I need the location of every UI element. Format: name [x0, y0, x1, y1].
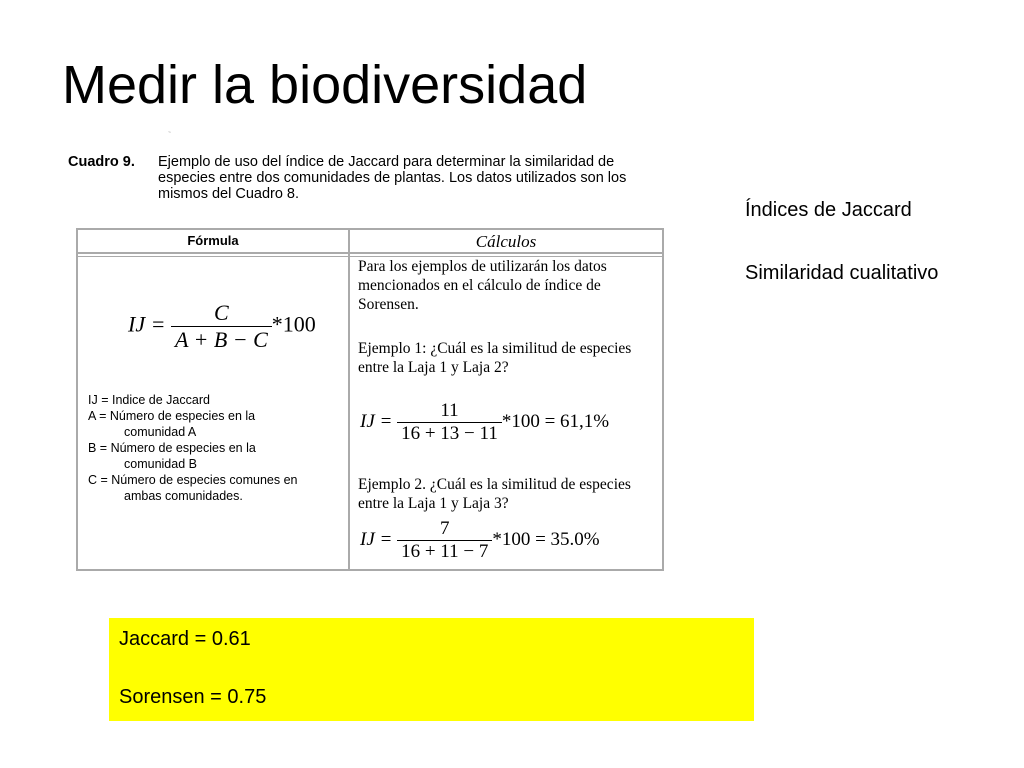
- legend-a-cont: comunidad A: [124, 425, 197, 439]
- example1-lhs: IJ =: [360, 410, 393, 432]
- header-rule: [78, 252, 662, 254]
- formula-denominator: A + B − C: [171, 326, 272, 353]
- formula-lhs: IJ =: [128, 311, 166, 337]
- example2-lhs: IJ =: [360, 528, 393, 550]
- calc-intro: Para los ejemplos de utilizarán los datos mencionados en el cálculo de índice de Sorensen.: [358, 258, 607, 313]
- example2-denominator: 16 + 11 − 7: [397, 540, 492, 563]
- example1-numerator: 11: [440, 400, 459, 421]
- legend-c-cont: ambas comunidades.: [124, 489, 243, 503]
- example1-result: *100 = 61,1%: [501, 410, 610, 432]
- caption-text: Ejemplo de uso del índice de Jaccard para determinar la similaridad de especies entre dos comunidades de plantas. Los datos utilizados son los mismos del Cuadro 8.: [158, 154, 627, 202]
- example2-result: *100 = 35.0%: [492, 528, 600, 550]
- legend-a: A = Número de especies en la: [88, 409, 256, 423]
- side-note-jaccard: Índices de Jaccard: [745, 199, 912, 221]
- jaccard-formula: [128, 300, 316, 353]
- formula-numerator: C: [214, 300, 229, 325]
- example2-equation: [360, 518, 600, 563]
- legend-b-cont: comunidad B: [124, 457, 197, 471]
- header-formula: Fórmula: [187, 233, 239, 248]
- example2-numerator: 7: [439, 518, 450, 539]
- example1-question: Ejemplo 1: ¿Cuál es la similitud de especies entre la Laja 1 y Laja 2?: [358, 340, 632, 376]
- example1-fraction: [397, 400, 502, 445]
- side-note-similarity: Similaridad cualitativo: [745, 262, 939, 284]
- header-calculos: Cálculos: [475, 232, 537, 251]
- scan-artifact-mark: ~: [168, 130, 171, 136]
- formula-legend: [88, 392, 346, 504]
- example2-question: Ejemplo 2. ¿Cuál es la similitud de especies entre la Laja 1 y Laja 3?: [358, 476, 631, 512]
- example1-equation: [360, 400, 609, 445]
- column-separator: [348, 230, 350, 569]
- result-sorensen: Sorensen = 0.75: [119, 686, 267, 708]
- jaccard-table: [76, 228, 664, 571]
- formula-fraction: [171, 300, 272, 353]
- legend-c: C = Número de especies comunes en: [88, 473, 298, 487]
- formula-multiplier: *100: [271, 311, 316, 337]
- legend-b: B = Número de especies en la: [88, 441, 256, 455]
- results-highlight-box: [109, 618, 754, 721]
- slide-title: Medir la biodiversidad: [62, 55, 588, 115]
- caption-label: Cuadro 9.: [68, 154, 135, 170]
- example2-fraction: [397, 518, 492, 563]
- example1-denominator: 16 + 13 − 11: [397, 422, 502, 445]
- legend-ij: IJ = Indice de Jaccard: [88, 393, 210, 407]
- result-jaccard: Jaccard = 0.61: [119, 628, 251, 650]
